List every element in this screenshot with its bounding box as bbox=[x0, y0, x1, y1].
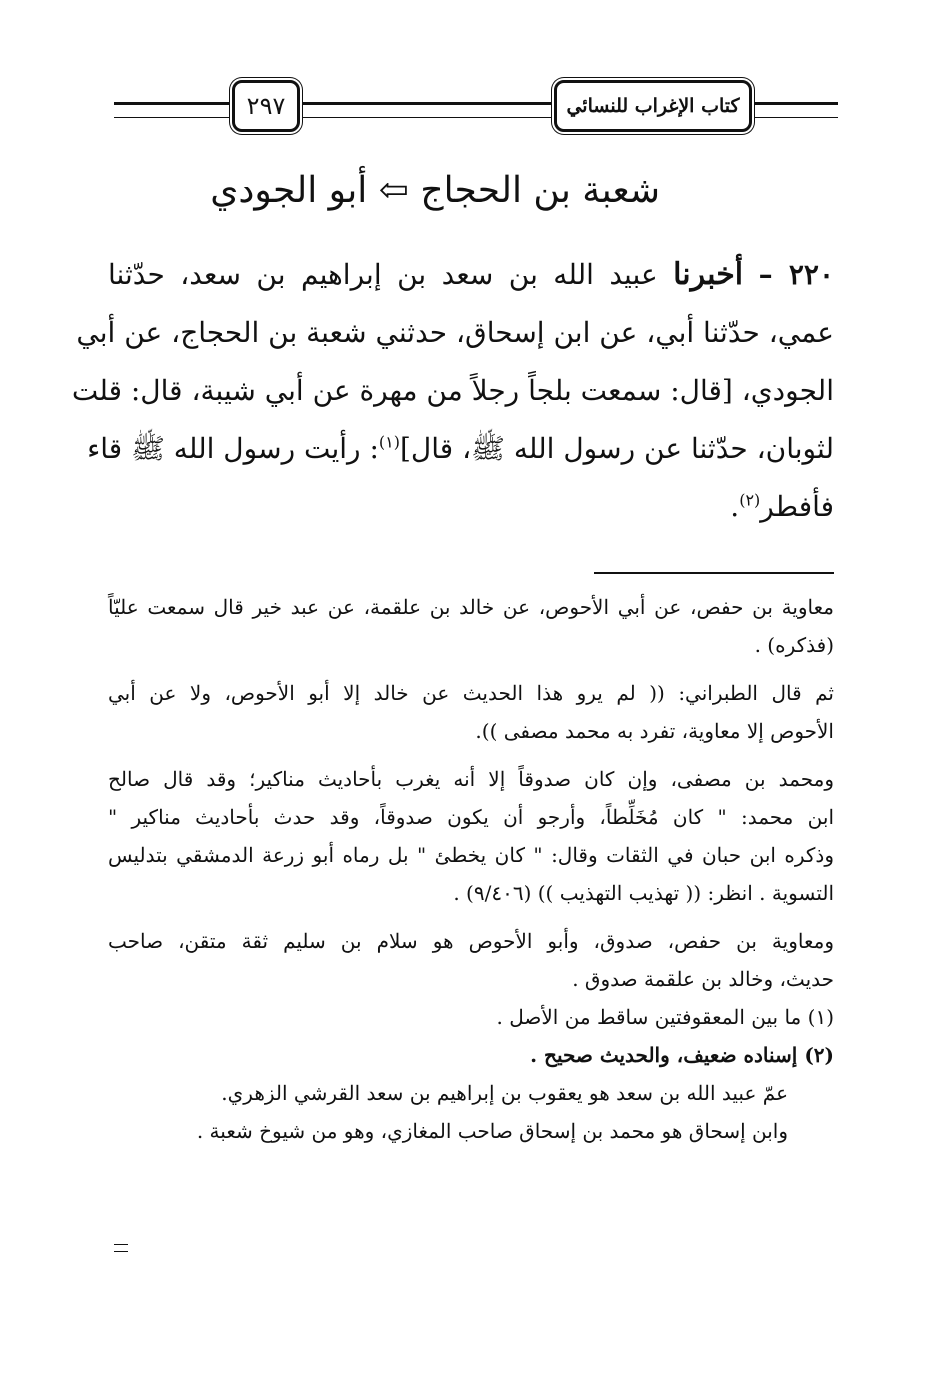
paragraph-gap bbox=[108, 664, 834, 674]
footnote-line-4: الأحوص إلا معاوية، تفرد به محمد مصفى )). bbox=[475, 719, 834, 743]
footnote-line-6: ابن محمد: " كان مُخَلِّطاً، وأرجو أن يكون صدوقاً، وقد حدث بأحاديث مناكير " bbox=[108, 805, 834, 829]
footnote-line-10: حديث، وخالد بن علقمة صدوق . bbox=[572, 967, 834, 991]
footnote-line-14: وابن إسحاق هو محمد بن إسحاق صاحب المغازي، وهو من شيوخ شعبة . bbox=[196, 1119, 788, 1143]
hadith-number: ٢٢٠ – bbox=[758, 258, 835, 291]
hadith-line-4b: : رأيت رسول الله ﷺ قاء bbox=[87, 432, 379, 465]
hadith-line-5-text: فأفطر bbox=[760, 490, 834, 523]
hadith-line-1-text: عبيد الله بن سعد بن إبراهيم بن سعد، حدّثنا bbox=[108, 258, 674, 291]
footnote-line-1: معاوية بن حفص، عن أبي الأحوص، عن خالد بن علقمة، عن عبد خير قال سمعت عليّاً bbox=[108, 595, 834, 619]
hadith-line-5 bbox=[108, 478, 834, 536]
book-title: كتاب الإغراب للنسائي bbox=[554, 80, 752, 132]
footnote-ref-1: (١) bbox=[378, 432, 400, 452]
page-header bbox=[114, 76, 838, 140]
footnotes bbox=[108, 588, 834, 1150]
footnote-line-2: (فذكره) . bbox=[754, 633, 834, 657]
footnote-line-8: التسوية . انظر: (( تهذيب التهذيب )) (٩/٤٠٦) . bbox=[453, 881, 834, 905]
footnote-line-7: وذكره ابن حبان في الثقات وقال: " كان يخطئ " بل رماه أبو زرعة الدمشقي بتدليس bbox=[108, 843, 834, 867]
paragraph-gap bbox=[108, 750, 834, 760]
paragraph-gap bbox=[108, 912, 834, 922]
hadith-line-4a: لثوبان، حدّثنا عن رسول الله ﷺ، قال] bbox=[400, 432, 834, 465]
page-number: ٢٩٧ bbox=[232, 80, 300, 132]
header-rule-left bbox=[114, 102, 232, 118]
header-rule-right bbox=[750, 102, 838, 118]
hadith-line-2: عمي، حدّثنا أبي، عن ابن إسحاق، حدثني شعبة بن الحجاج، عن أبي bbox=[76, 316, 834, 349]
page-end-mark bbox=[114, 1244, 128, 1252]
hadith-line-4 bbox=[87, 420, 834, 478]
chapter-title: شعبة بن الحجاج ⇦ أبو الجودي bbox=[210, 170, 660, 211]
footnote-line-13: عمّ عبيد الله بن سعد هو يعقوب بن إبراهيم بن سعد القرشي الزهري. bbox=[221, 1081, 788, 1105]
footnote-line-9: ومعاوية بن حفص، صدوق، وأبو الأحوص هو سلام بن سليم ثقة متقن، صاحب bbox=[108, 929, 834, 953]
hadith-line-1 bbox=[108, 246, 834, 304]
footnote-2: (٢) إسناده ضعيف، والحديث صحيح . bbox=[530, 1043, 834, 1067]
hadith-text bbox=[71, 246, 835, 536]
footnote-1: (١) ما بين المعقوفتين ساقط من الأصل . bbox=[496, 1005, 834, 1029]
footnote-line-5: ومحمد بن مصفى، وإن كان صدوقاً إلا أنه يغرب بأحاديث مناكير؛ وقد قال صالح bbox=[108, 767, 834, 791]
hadith-line-5-end: . bbox=[730, 490, 740, 523]
footnote-line-3: ثم قال الطبراني: (( لم يرو هذا الحديث عن خالد إلا أبو الأحوص، ولا عن أبي bbox=[108, 681, 834, 705]
footnote-separator bbox=[594, 572, 834, 574]
footnote-ref-2: (٢) bbox=[739, 490, 761, 510]
hadith-lead-word: أخبرنا bbox=[673, 257, 744, 292]
hadith-line-3: الجودي، [قال: سمعت بلجاً رجلاً من مهرة عن أبي شيبة، قال: قلت bbox=[71, 374, 834, 407]
